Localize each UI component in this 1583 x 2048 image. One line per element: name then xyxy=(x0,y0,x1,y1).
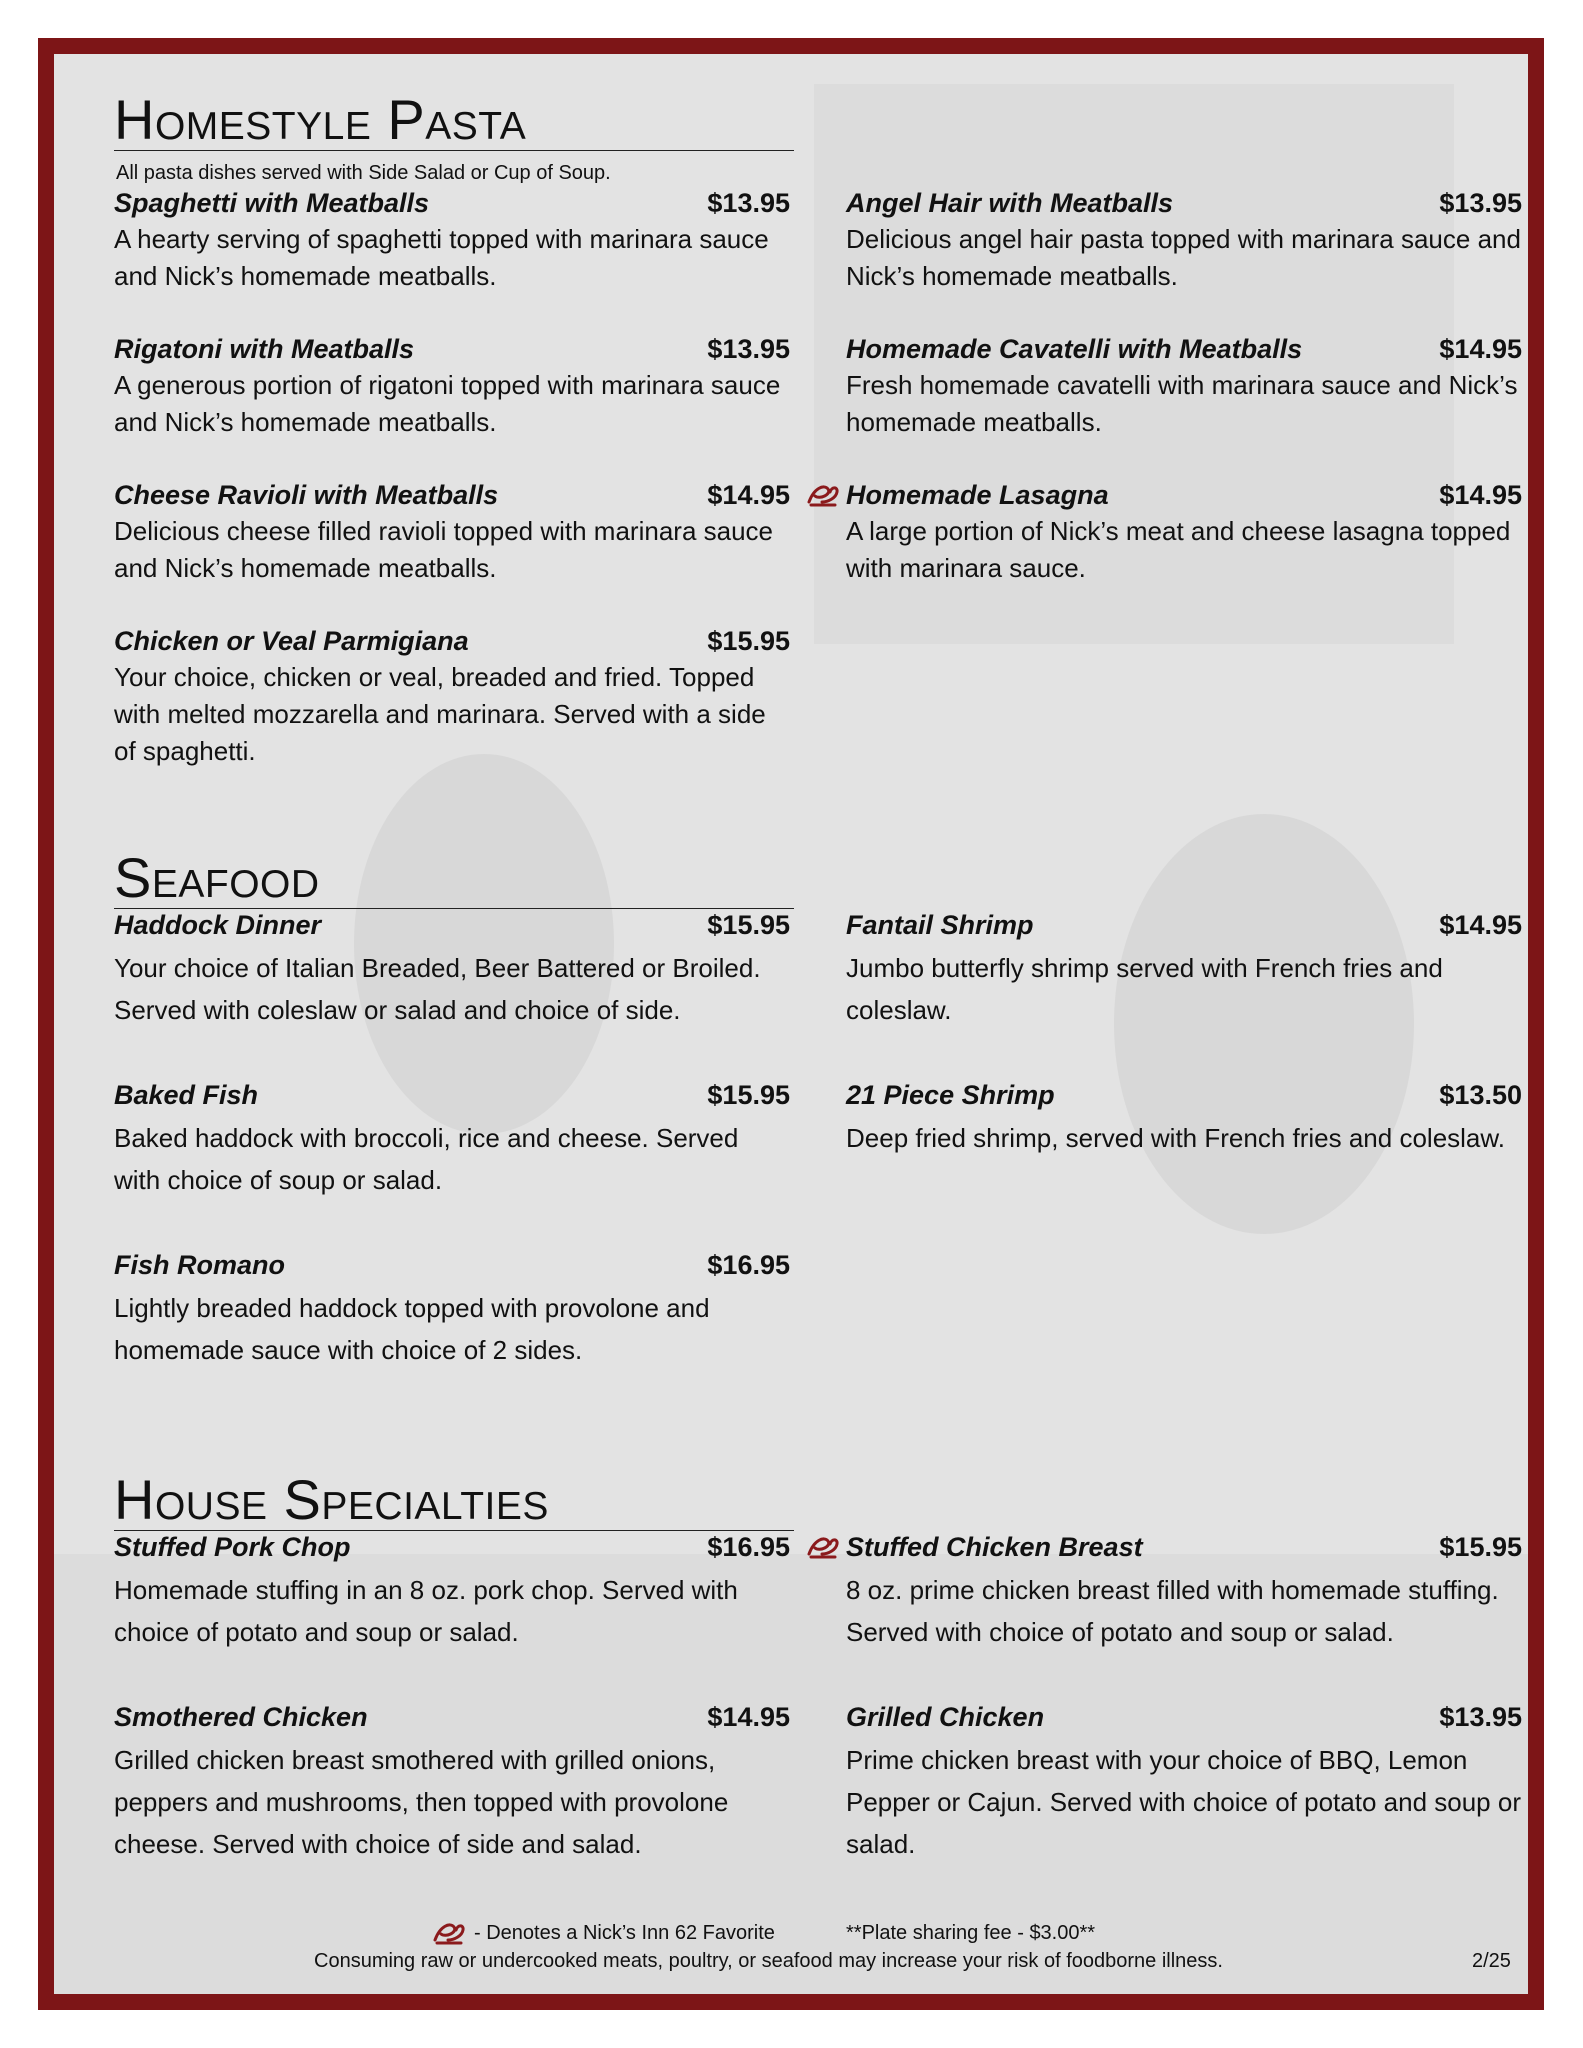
menu-item xyxy=(846,480,1522,587)
menu-item xyxy=(114,480,790,587)
item-description: Delicious angel hair pasta topped with marinara sauce and Nick’s homemade meatballs. xyxy=(846,224,1521,291)
menu-item xyxy=(114,1080,790,1201)
favorite-legend: - Denotes a Nick’s Inn 62 Favorite xyxy=(474,1922,775,1944)
item-name: Chicken or Veal Parmigiana xyxy=(114,626,469,656)
item-name: Homemade Lasagna xyxy=(846,480,1109,510)
item-description: Deep fried shrimp, served with French fries and coleslaw. xyxy=(846,1123,1505,1153)
item-price: $13.95 xyxy=(707,188,790,218)
item-description: Fresh homemade cavatelli with marinara sauce and Nick’s homemade meatballs. xyxy=(846,370,1518,437)
item-description: A generous portion of rigatoni topped with marinara sauce and Nick’s homemade meatballs. xyxy=(114,370,781,437)
item-name: 21 Piece Shrimp xyxy=(846,1080,1055,1110)
item-price: $14.95 xyxy=(1439,334,1522,364)
menu-item xyxy=(114,1702,790,1865)
item-description: Delicious cheese filled ravioli topped with marinara sauce and Nick’s homemade meatballs. xyxy=(114,516,774,583)
item-price: $15.95 xyxy=(707,1080,790,1110)
menu-item xyxy=(846,1702,1522,1865)
item-price: $15.95 xyxy=(707,626,790,656)
item-description: Homemade stuffing in an 8 oz. pork chop. Served with choice of potato and soup or salad. xyxy=(114,1575,738,1647)
nicks-inn-62-logo-icon xyxy=(432,1918,466,1946)
nicks-inn-62-logo-icon xyxy=(806,1532,840,1560)
item-price: $15.95 xyxy=(707,910,790,940)
item-price: $16.95 xyxy=(707,1250,790,1280)
item-price: $15.95 xyxy=(1439,1532,1522,1562)
menu-item xyxy=(114,1532,790,1653)
section-title-pasta: Homestyle Pasta xyxy=(114,92,794,151)
item-price: $14.95 xyxy=(707,480,790,510)
item-name: Grilled Chicken xyxy=(846,1702,1045,1732)
item-name: Fish Romano xyxy=(114,1250,286,1280)
item-name: Smothered Chicken xyxy=(114,1702,368,1732)
item-description: Grilled chicken breast smothered with grilled onions, peppers and mushrooms, then topped with provolone cheese. Served with choice of side and salad. xyxy=(114,1745,729,1859)
item-description: Prime chicken breast with your choice of BBQ, Lemon Pepper or Cajun. Served with choice of potato and soup or salad. xyxy=(846,1745,1521,1859)
menu-item xyxy=(846,1080,1522,1159)
pasta-note: All pasta dishes served with Side Salad or Cup of Soup. xyxy=(116,162,611,184)
menu-item xyxy=(114,910,790,1031)
nicks-inn-62-logo-icon xyxy=(806,480,840,508)
item-name: Angel Hair with Meatballs xyxy=(846,188,1174,218)
menu-item xyxy=(114,334,790,441)
item-description: A hearty serving of spaghetti topped with marinara sauce and Nick’s homemade meatballs. xyxy=(114,224,769,291)
item-name: Stuffed Pork Chop xyxy=(114,1532,351,1562)
item-description: A large portion of Nick’s meat and cheese lasagna topped with marinara sauce. xyxy=(846,516,1511,583)
item-name: Homemade Cavatelli with Meatballs xyxy=(846,334,1303,364)
section-title-seafood: Seafood xyxy=(114,850,794,909)
menu-date: 2/25 xyxy=(1472,1950,1511,1972)
menu-page xyxy=(38,38,1544,2010)
item-price: $14.95 xyxy=(1439,910,1522,940)
menu-item xyxy=(114,188,790,295)
section-title-specialties: House Specialties xyxy=(114,1472,794,1531)
item-price: $13.95 xyxy=(1439,188,1522,218)
item-price: $13.95 xyxy=(707,334,790,364)
item-name: Rigatoni with Meatballs xyxy=(114,334,415,364)
item-price: $13.95 xyxy=(1439,1702,1522,1732)
item-name: Stuffed Chicken Breast xyxy=(846,1532,1143,1562)
menu-item xyxy=(114,626,790,770)
foodborne-illness-warning: Consuming raw or undercooked meats, poultry, or seafood may increase your risk of foodborne illness. xyxy=(314,1950,1223,1972)
item-price: $14.95 xyxy=(1439,480,1522,510)
item-price: $14.95 xyxy=(707,1702,790,1732)
sharing-fee-note: **Plate sharing fee - $3.00** xyxy=(846,1922,1096,1944)
item-price: $16.95 xyxy=(707,1532,790,1562)
item-description: Baked haddock with broccoli, rice and cheese. Served with choice of soup or salad. xyxy=(114,1123,739,1195)
item-description: Lightly breaded haddock topped with provolone and homemade sauce with choice of 2 sides. xyxy=(114,1293,710,1365)
menu-item xyxy=(846,1532,1522,1653)
item-name: Haddock Dinner xyxy=(114,910,322,940)
item-name: Fantail Shrimp xyxy=(846,910,1034,940)
item-description: 8 oz. prime chicken breast filled with homemade stuffing. Served with choice of potato and soup or salad. xyxy=(846,1575,1499,1647)
menu-item xyxy=(114,1250,790,1371)
menu-item xyxy=(846,910,1522,1031)
item-description: Your choice of Italian Breaded, Beer Battered or Broiled. Served with coleslaw or salad and choice of side. xyxy=(114,953,761,1025)
menu-item xyxy=(846,188,1522,295)
item-description: Your choice, chicken or veal, breaded and fried. Topped with melted mozzarella and marinara. Served with a side of spaghetti. xyxy=(114,662,766,766)
item-description: Jumbo butterfly shrimp served with French fries and coleslaw. xyxy=(846,953,1443,1025)
item-name: Spaghetti with Meatballs xyxy=(114,188,430,218)
item-price: $13.50 xyxy=(1439,1080,1522,1110)
item-name: Baked Fish xyxy=(114,1080,259,1110)
item-name: Cheese Ravioli with Meatballs xyxy=(114,480,499,510)
menu-item xyxy=(846,334,1522,441)
